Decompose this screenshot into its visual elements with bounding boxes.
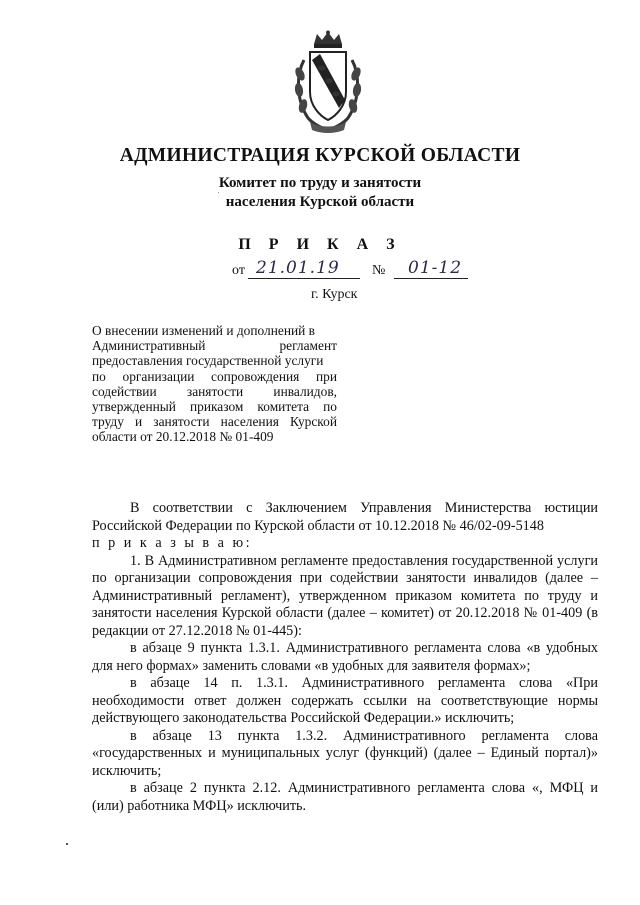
subitem-paragraph: в абзаце 9 пункта 1.3.1. Административного регламента слова «в удобных для него формах» заменить словами «в удобных для заявителя формах»; [92,640,598,674]
subject-line: области от 20.12.2018 № 01-409 [92,429,274,445]
order-word: п р и к а з ы в а ю: [92,535,253,551]
order-date-number-line [232,259,472,283]
date-prefix: от [232,263,245,278]
subject-line: О внесении изменений и дополнений в [92,323,315,338]
order-title: П Р И К А З [238,236,402,253]
committee-name [0,174,640,212]
kursk-coat-of-arms-icon [290,30,366,134]
order-body [92,500,598,815]
scan-speck [66,843,68,845]
subject-line: Административный регламент [92,338,337,354]
order-subject [92,323,337,445]
subject-line: по организации сопровождения при [92,368,337,384]
preamble-paragraph: В соответствии с Заключением Управления Министерства юстиции Российской Федерации по Курской области от 10.12.2018 № 46/02-09-5148 [92,500,598,534]
subject-line: утвержденный приказом комитета по [92,399,337,415]
subitem-paragraph: в абзаце 13 пункта 1.3.2. Административного регламента слова «государственных и муниципальных услуг (функций) (далее – Единый портал)» исключить; [92,727,598,779]
scan-speck [218,192,219,193]
subject-line: содействии занятости инвалидов, [92,383,337,399]
organization-title: АДМИНИСТРАЦИЯ КУРСКОЙ ОБЛАСТИ [119,145,521,166]
subitem-paragraph: в абзаце 2 пункта 2.12. Административного регламента слова «, МФЦ и (или) работника МФЦ» исключить. [92,780,598,814]
committee-name-line2: населения Курской области [225,194,415,210]
subject-line: предоставления государственной услуги [92,353,324,369]
number-sign: № [372,263,386,278]
subject-line: труду и занятости населения Курской [92,414,337,430]
committee-name-line1: Комитет по труду и занятости [218,175,422,191]
handwritten-number: 01-12 [408,258,463,278]
handwritten-date: 21.01.19 [256,258,340,278]
city: г. Курск [311,287,358,302]
subitem-paragraph: в абзаце 14 п. 1.3.1. Административного регламента слова «При необходимости ответ должен содержать ссылки на соответствующие нормы действующего законодательства Российской Федерации.» исключить; [92,675,598,726]
item-1-paragraph: 1. В Административном регламенте предоставления государственной услуги по организации сопровождения при содействии занятости инвалидов (далее – Административный регламент), утвержденном приказом комитета по труду и занятости населения Курской области (далее – комитет) от 20.12.2018 № 01-409 (в редакции от 27.12.2018 № 01-445): [92,552,598,639]
